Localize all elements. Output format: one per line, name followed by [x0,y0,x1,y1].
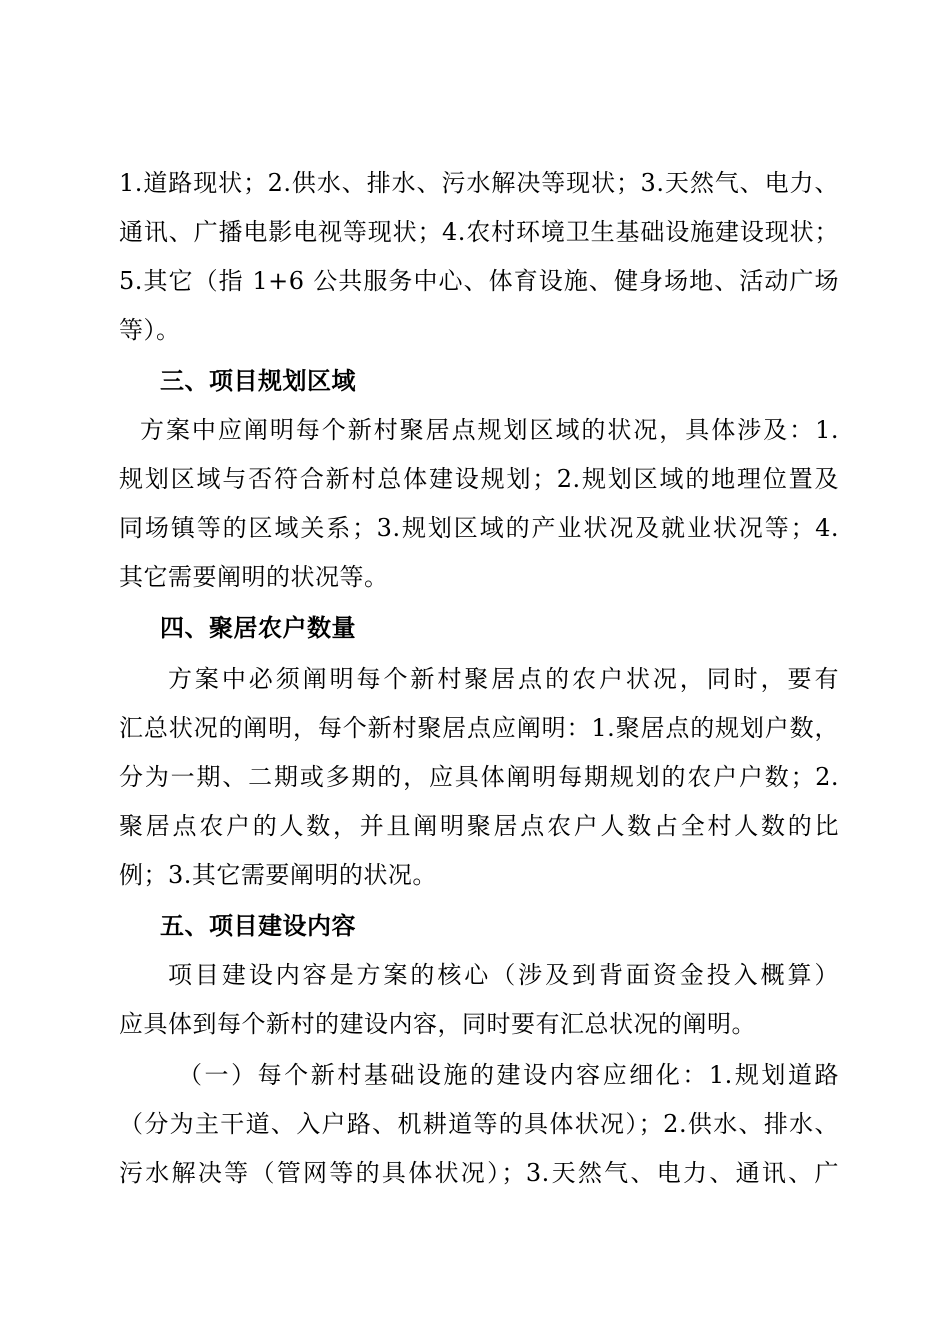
section-heading: 五、项目建设内容 [160,912,356,940]
paragraph-line: 其它需要阐明的状况等。 [119,563,389,591]
section-heading: 四、聚居农户数量 [160,614,356,642]
paragraph-line: 同场镇等的区域关系；3.规划区域的产业状况及就业状况等；4. [119,514,839,542]
paragraph-line: 方案中应阐明每个新村聚居点规划区域的状况，具体涉及：1. [140,416,839,444]
paragraph-line: （一）每个新村基础设施的建设内容应细化：1.规划道路 [178,1061,839,1089]
paragraph-line: 项目建设内容是方案的核心（涉及到背面资金投入概算） [168,961,839,989]
paragraph-line: 聚居点农户的人数，并且阐明聚居点农户人数占全村人数的比 [119,812,839,840]
paragraph-line: 规划区域与否符合新村总体建设规划；2.规划区域的地理位置及 [119,465,839,493]
paragraph-line: 污水解决等（管网等的具体状况）；3.天然气、电力、通讯、广 [119,1159,839,1187]
paragraph-line: 1.道路现状；2.供水、排水、污水解决等现状；3.天然气、电力、 [119,169,839,197]
paragraph-line: 通讯、广播电影电视等现状；4.农村环境卫生基础设施建设现状； [119,218,839,246]
paragraph-line: 等）。 [119,316,181,344]
paragraph-line: 方案中必须阐明每个新村聚居点的农户状况，同时，要有 [168,665,839,693]
paragraph-line: 应具体到每个新村的建设内容，同时要有汇总状况的阐明。 [119,1010,756,1038]
paragraph-line: 分为一期、二期或多期的，应具体阐明每期规划的农户户数；2. [119,763,839,791]
section-heading: 三、项目规划区域 [160,367,356,395]
paragraph-line: 5.其它（指 1+6 公共服务中心、体育设施、健身场地、活动广场 [119,267,839,295]
paragraph-line: 例；3.其它需要阐明的状况。 [119,861,437,889]
paragraph-line: 汇总状况的阐明，每个新村聚居点应阐明：1.聚居点的规划户数， [119,714,839,742]
paragraph-line: （分为主干道、入户路、机耕道等的具体状况）；2.供水、排水、 [119,1110,839,1138]
